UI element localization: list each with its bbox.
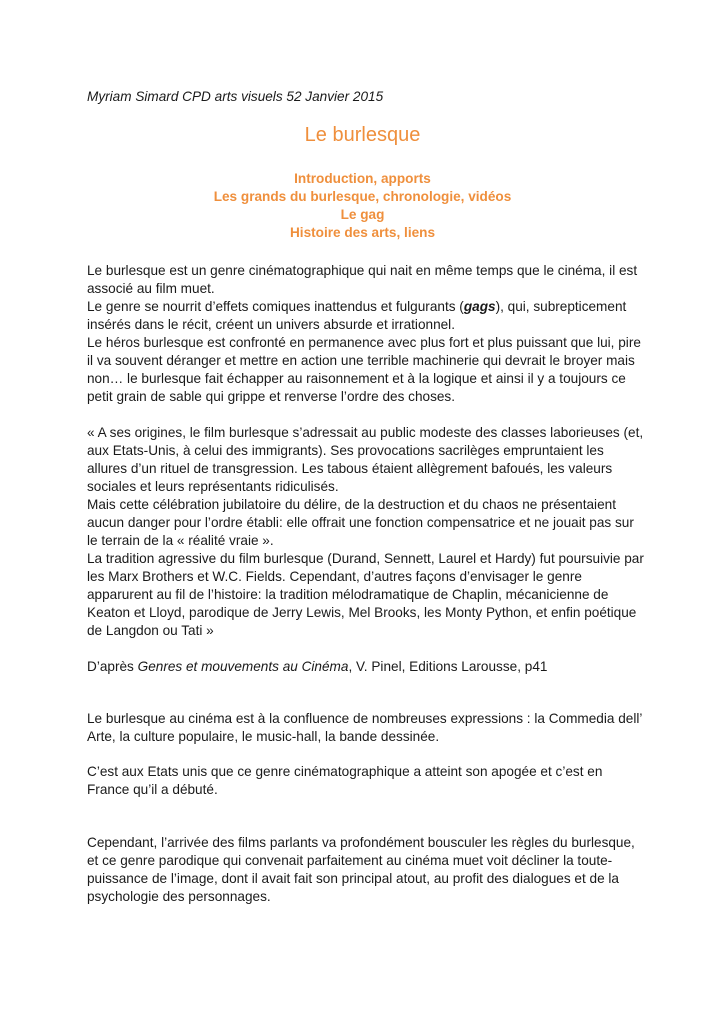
toc-item-gag[interactable]: Le gag bbox=[340, 207, 385, 222]
source-prefix: D’après bbox=[87, 659, 138, 674]
intro-paragraph-3: Le héros burlesque est confronté en permanence avec plus fort et plus puissant que lui, pire il va souvent déranger et mettre en action une terrible machinerie qui devrait le broyer mais non… le burlesque fait échapper au raisonnement et à la logique et ainsi il y a toujours ce petit grain de sable qui grippe et renverse l’ordre des choses. bbox=[87, 335, 641, 404]
quote-paragraph-1: « A ses origines, le film burlesque s’adressait au public modeste des classes laborieuses (et, aux Etats-Unis, à celui des immigrants). Ses provocations sacrilèges empruntaient les allures d’un rituel de transgression. Les tabous étaient allègrement bafoués, les valeurs sociales et leurs représentants ridiculisés. bbox=[87, 425, 644, 494]
source-book-title: Genres et mouvements au Cinéma bbox=[137, 659, 349, 674]
gags-emphasis: gags bbox=[463, 299, 496, 314]
intro-p2-after: ), qui, subrepticement insérés dans le récit, créent un univers absurde et irrationnel. bbox=[87, 299, 627, 332]
films-parlants-paragraph: Cependant, l’arrivée des films parlants va profondément bousculer les règles du burlesque, et ce genre parodique qui convenait parfaitement au cinéma muet voit décliner la toute-puissance de l’image, dont il avait fait son principal atout, au profit des dialogues et de la psychologie des personnages. bbox=[87, 835, 635, 904]
author-date-line: Myriam Simard CPD arts visuels 52 Janvier 2015 bbox=[87, 89, 384, 104]
intro-paragraph-2 bbox=[87, 298, 647, 334]
document-title: Le burlesque bbox=[304, 124, 421, 146]
source-citation bbox=[87, 658, 647, 676]
intro-paragraph-1: Le burlesque est un genre cinématographique qui nait en même temps que le cinéma, il est associé au film muet. bbox=[87, 263, 638, 296]
toc-item-histoire-des-arts[interactable]: Histoire des arts, liens bbox=[289, 225, 436, 240]
intro-p2-before: Le genre se nourrit d’effets comiques inattendus et fulgurants ( bbox=[87, 299, 464, 314]
toc-item-grands-du-burlesque[interactable]: Les grands du burlesque, chronologie, vidéos bbox=[213, 189, 512, 204]
quote-paragraph-3: La tradition agressive du film burlesque (Durand, Sennett, Laurel et Hardy) fut poursuivie par les Marx Brothers et W.C. Fields. Cependant, d’autres façons d’envisager le genre apparurent au fil de l’histoire: la tradition mélodramatique de Chaplin, mécanicienne de Keaton et Lloyd, parodique de Jerry Lewis, Mel Brooks, les Monty Python, et enfin poétique de Langdon ou Tati » bbox=[87, 551, 644, 638]
etats-unis-paragraph: C’est aux Etats unis que ce genre cinématographique a atteint son apogée et c’est en France qu’il a débuté. bbox=[87, 764, 603, 797]
table-of-contents bbox=[0, 170, 725, 242]
quote-section bbox=[87, 424, 647, 640]
confluence-paragraph: Le burlesque au cinéma est à la confluence de nombreuses expressions : la Commedia dell’ Arte, la culture populaire, le music-hall, la bande dessinée. bbox=[87, 711, 642, 744]
quote-paragraph-2: Mais cette célébration jubilatoire du délire, de la destruction et du chaos ne présentaient aucun danger pour l’ordre établi: elle offrait une fonction compensatrice et ne jouait pas sur le terrain de la « réalité vraie ». bbox=[87, 497, 634, 548]
toc-item-introduction[interactable]: Introduction, apports bbox=[294, 171, 431, 186]
intro-section bbox=[87, 262, 647, 406]
source-suffix: , V. Pinel, Editions Larousse, p41 bbox=[348, 659, 548, 674]
